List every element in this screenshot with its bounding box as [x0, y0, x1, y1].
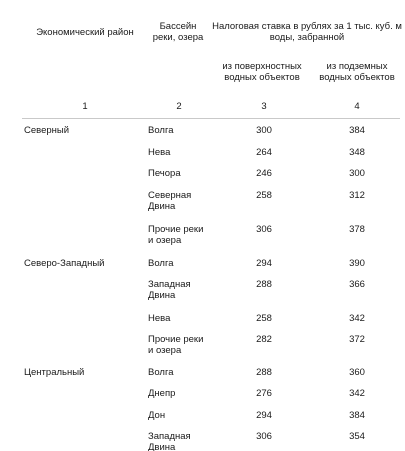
table-row-surface-rate: 288 — [256, 279, 272, 290]
table-row-ground-rate: 384 — [349, 125, 365, 136]
table-row-basin: Волга — [148, 258, 174, 269]
table-row-ground-rate: 372 — [349, 334, 365, 345]
table-row-surface-rate: 258 — [256, 313, 272, 324]
table-row-ground-rate: 384 — [349, 410, 365, 421]
column-number-1: 1 — [82, 101, 88, 112]
header-basin: Бассейн реки, озера — [152, 21, 204, 43]
table-row-ground-rate: 366 — [349, 279, 365, 290]
table-row-surface-rate: 294 — [256, 410, 272, 421]
table-row-ground-rate: 342 — [349, 313, 365, 324]
table-row-basin: Днепр — [148, 388, 176, 399]
table-row-ground-rate: 312 — [349, 190, 365, 201]
table-row-surface-rate: 276 — [256, 388, 272, 399]
column-number-2: 2 — [176, 101, 182, 112]
table-row-region: Центральный — [24, 367, 85, 378]
table-row-ground-rate: 348 — [349, 147, 365, 158]
table-row-ground-rate: 390 — [349, 258, 365, 269]
column-number-3: 3 — [261, 101, 267, 112]
table-row-basin: Нева — [148, 313, 171, 324]
header-divider — [22, 118, 400, 119]
table-row-surface-rate: 306 — [256, 224, 272, 235]
table-row-basin: Волга — [148, 125, 174, 136]
table-row-basin: Западная Двина — [148, 279, 191, 301]
table-row-basin: Северная Двина — [148, 190, 192, 212]
table-row-basin: Печора — [148, 168, 181, 179]
table-row-ground-rate: 342 — [349, 388, 365, 399]
table-row-surface-rate: 264 — [256, 147, 272, 158]
table-row-basin: Прочие реки и озера — [148, 224, 204, 246]
header-tax-rate: Налоговая ставка в рублях за 1 тыс. куб. м воды, забранной — [212, 21, 402, 43]
header-region: Экономический район — [36, 27, 134, 38]
table-row-basin: Волга — [148, 367, 174, 378]
table-row-ground-rate: 354 — [349, 431, 365, 442]
table-row-surface-rate: 282 — [256, 334, 272, 345]
table-row-surface-rate: 306 — [256, 431, 272, 442]
table-row-region: Северо-Западный — [24, 258, 105, 269]
table-row-basin: Дон — [148, 410, 166, 421]
table-row-region: Северный — [24, 125, 70, 136]
table-row-basin: Прочие реки и озера — [148, 334, 204, 356]
table-row-surface-rate: 288 — [256, 367, 272, 378]
header-ground-water: из подземных водных объектов — [319, 61, 395, 83]
table-row-surface-rate: 300 — [256, 125, 272, 136]
table-row-ground-rate: 360 — [349, 367, 365, 378]
table-row-surface-rate: 294 — [256, 258, 272, 269]
table-row-surface-rate: 246 — [256, 168, 272, 179]
table-row-basin: Западная Двина — [148, 431, 191, 451]
table-row-ground-rate: 378 — [349, 224, 365, 235]
table-row-surface-rate: 258 — [256, 190, 272, 201]
table-row-basin: Нева — [148, 147, 171, 158]
table-row-ground-rate: 300 — [349, 168, 365, 179]
column-number-4: 4 — [354, 101, 360, 112]
header-surface-water: из поверхностных водных объектов — [222, 61, 302, 83]
